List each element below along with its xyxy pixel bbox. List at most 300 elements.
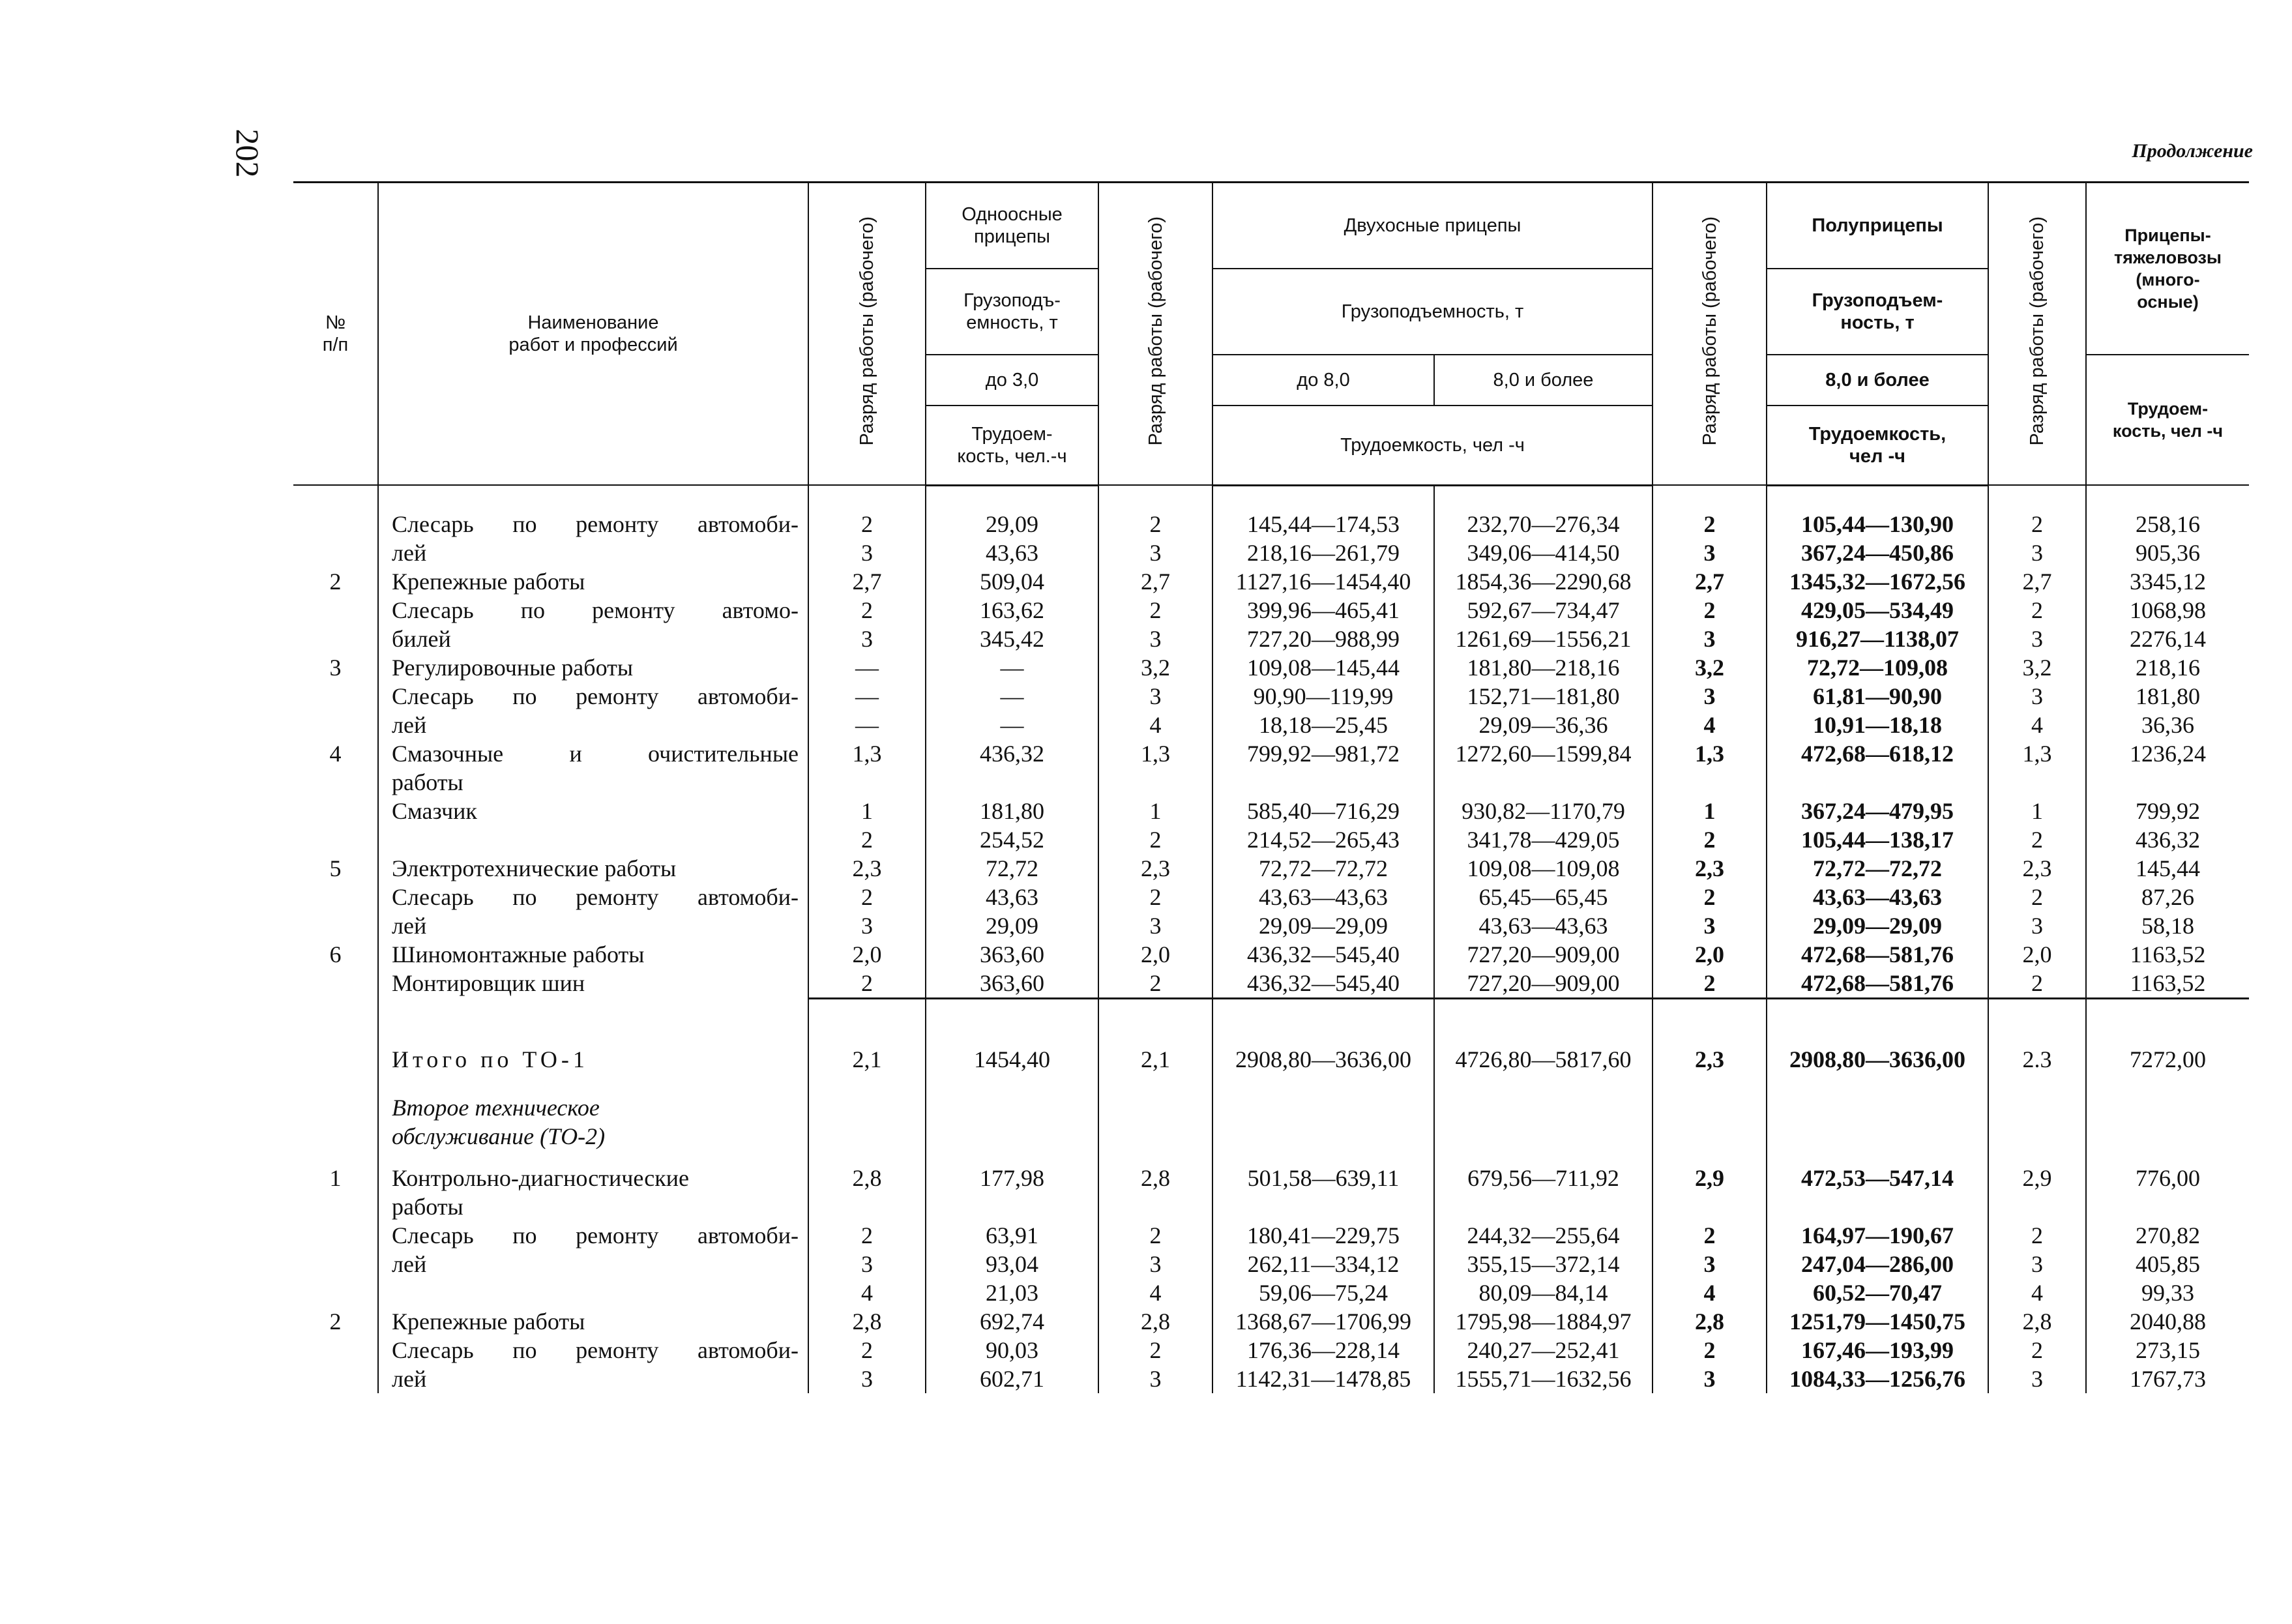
cell-r1: 3 [808, 911, 926, 940]
cell-v2: 180,41—229,75 [1212, 1221, 1434, 1250]
cell-r2: 2,3 [1098, 854, 1212, 883]
section-title [378, 1093, 808, 1151]
header-num [293, 183, 378, 486]
cell-v5: 1163,52 [2086, 969, 2249, 999]
cell-r2: 2,8 [1098, 1164, 1212, 1192]
cell-v1: 181,80 [926, 797, 1098, 825]
cell-r4: 2 [1988, 1336, 2086, 1365]
cell-name: Слесарь по ремонту автомоби- [378, 1221, 808, 1250]
cell-r1: — [808, 682, 926, 711]
header-name-text: Наименование работ и профессий [508, 312, 678, 355]
header-capacity-single-text: Грузоподъ- емность, т [963, 290, 1061, 333]
page-number: 202 [229, 128, 266, 178]
cell-r2: 3 [1098, 625, 1212, 653]
cell-v5 [2086, 768, 2249, 797]
cell-n [293, 1336, 378, 1365]
cell-v3 [1434, 1192, 1653, 1221]
total-single: 1454,40 [926, 1012, 1098, 1093]
cell-name: Электротехнические работы [378, 854, 808, 883]
cell-r1: 3 [808, 1250, 926, 1278]
header-capacity-semi [1767, 269, 1988, 355]
cell-v3: 1795,98—1884,97 [1434, 1307, 1653, 1336]
cell-v4: 72,72—72,72 [1767, 854, 1988, 883]
cell-v3: 65,45—65,45 [1434, 883, 1653, 911]
cell-r4: 2 [1988, 596, 2086, 625]
cell-v1: 72,72 [926, 854, 1098, 883]
total-row [293, 1012, 2249, 1093]
cell-v2: 1142,31—1478,85 [1212, 1365, 1434, 1393]
cell-n: 4 [293, 739, 378, 768]
table-body-total [293, 998, 2249, 1164]
table-row [293, 567, 2249, 596]
table-row [293, 682, 2249, 711]
cell-v4: 29,09—29,09 [1767, 911, 1988, 940]
header-rank-3 [1653, 183, 1767, 486]
table-row [293, 940, 2249, 969]
cell-v1: 63,91 [926, 1221, 1098, 1250]
header-labor-semi-text: Трудоемкость, чел -ч [1808, 423, 1947, 467]
cell-n [293, 539, 378, 567]
cell-v2: 799,92—981,72 [1212, 739, 1434, 768]
cell-r2: 2 [1098, 825, 1212, 854]
cell-name: лей [378, 1250, 808, 1278]
cell-r1: 4 [808, 1278, 926, 1307]
labor-table [293, 181, 2249, 1393]
table-row [293, 711, 2249, 739]
cell-n [293, 1221, 378, 1250]
header-over-8 [1434, 355, 1653, 406]
cell-n: 2 [293, 1307, 378, 1336]
header-capacity-double [1212, 269, 1653, 355]
section-row [293, 1093, 2249, 1151]
table-row [293, 854, 2249, 883]
cell-v4: 472,53—547,14 [1767, 1164, 1988, 1192]
cell-name: Слесарь по ремонту автомо- [378, 596, 808, 625]
cell-r4: 3 [1988, 539, 2086, 567]
cell-v4: 367,24—479,95 [1767, 797, 1988, 825]
total-heavy: 7272,00 [2086, 1012, 2249, 1093]
cell-r2: 3 [1098, 682, 1212, 711]
cell-v2 [1212, 768, 1434, 797]
cell-name: Слесарь по ремонту автомоби- [378, 883, 808, 911]
cell-v5: 36,36 [2086, 711, 2249, 739]
cell-name: билей [378, 625, 808, 653]
cell-v2: 436,32—545,40 [1212, 940, 1434, 969]
cell-r2: 2 [1098, 596, 1212, 625]
cell-name: Регулировочные работы [378, 653, 808, 682]
cell-v1: 43,63 [926, 883, 1098, 911]
cell-v3: 349,06—414,50 [1434, 539, 1653, 567]
header-rank-3-text: Разряд работы (рабочего) [1699, 216, 1720, 446]
table-row [293, 653, 2249, 682]
total-rank-4: 2.3 [1988, 1012, 2086, 1093]
table-body-to1 [293, 485, 2249, 998]
cell-r1: 2 [808, 1221, 926, 1250]
cell-r2: 1,3 [1098, 739, 1212, 768]
cell-r2: 2,0 [1098, 940, 1212, 969]
cell-v1: 90,03 [926, 1336, 1098, 1365]
cell-n [293, 1192, 378, 1221]
table-row [293, 1192, 2249, 1221]
header-labor-semi [1767, 406, 1988, 485]
header-heavy [2086, 183, 2249, 355]
header-over-8-text: 8,0 и более [1493, 370, 1594, 391]
cell-r1: 2,8 [808, 1164, 926, 1192]
cell-v5: 1767,73 [2086, 1365, 2249, 1393]
table-row [293, 739, 2249, 768]
cell-r3 [1653, 1192, 1767, 1221]
cell-v5: 905,36 [2086, 539, 2249, 567]
header-capacity-single [926, 269, 1098, 355]
header-rank-1-text: Разряд работы (рабочего) [857, 216, 877, 446]
cell-r2: 2,7 [1098, 567, 1212, 596]
cell-n: 2 [293, 567, 378, 596]
header-rank-1 [808, 183, 926, 486]
cell-r4: 2,0 [1988, 940, 2086, 969]
cell-v1: 29,09 [926, 510, 1098, 539]
cell-r4: 2 [1988, 510, 2086, 539]
table-row [293, 1365, 2249, 1393]
cell-v2: 727,20—988,99 [1212, 625, 1434, 653]
header-up-to-3-text: до 3,0 [985, 370, 1039, 391]
header-rank-2 [1098, 183, 1212, 486]
table-row [293, 768, 2249, 797]
cell-n [293, 625, 378, 653]
cell-v4: 1345,32—1672,56 [1767, 567, 1988, 596]
cell-v4: 429,05—534,49 [1767, 596, 1988, 625]
cell-r2: 1 [1098, 797, 1212, 825]
cell-r1: 2 [808, 969, 926, 999]
cell-v3: 679,56—711,92 [1434, 1164, 1653, 1192]
header-single-axle [926, 183, 1098, 269]
header-rank-2-text: Разряд работы (рабочего) [1145, 216, 1166, 446]
header-over-8-semi [1767, 355, 1988, 406]
cell-v1: 177,98 [926, 1164, 1098, 1192]
cell-n [293, 596, 378, 625]
cell-v2: 18,18—25,45 [1212, 711, 1434, 739]
cell-r4 [1988, 768, 2086, 797]
cell-v5: 181,80 [2086, 682, 2249, 711]
total-label: Итого по ТО-1 [378, 1012, 808, 1093]
cell-v5: 405,85 [2086, 1250, 2249, 1278]
cell-name: Смазчик [378, 797, 808, 825]
cell-v3: 1854,36—2290,68 [1434, 567, 1653, 596]
cell-r2: 4 [1098, 711, 1212, 739]
cell-name: Смазочные и очистительные [378, 739, 808, 768]
cell-v4: 60,52—70,47 [1767, 1278, 1988, 1307]
cell-r3: 2,9 [1653, 1164, 1767, 1192]
header-capacity-double-text: Грузоподъемность, т [1341, 301, 1524, 322]
cell-r2: 3,2 [1098, 653, 1212, 682]
cell-name: Слесарь по ремонту автомоби- [378, 1336, 808, 1365]
cell-n [293, 1365, 378, 1393]
cell-v5: 1236,24 [2086, 739, 2249, 768]
cell-v1: 363,60 [926, 940, 1098, 969]
cell-name: Шиномонтажные работы [378, 940, 808, 969]
table-row [293, 825, 2249, 854]
cell-n [293, 883, 378, 911]
cell-v5: 1163,52 [2086, 940, 2249, 969]
cell-r1: 2 [808, 1336, 926, 1365]
cell-v5: 270,82 [2086, 1221, 2249, 1250]
cell-r2: 2,8 [1098, 1307, 1212, 1336]
cell-r1: 2,8 [808, 1307, 926, 1336]
cell-r3: 2,3 [1653, 854, 1767, 883]
cell-v1: 436,32 [926, 739, 1098, 768]
total-semi: 2908,80—3636,00 [1767, 1012, 1988, 1093]
cell-r3: 3 [1653, 1365, 1767, 1393]
cell-r1: 3 [808, 625, 926, 653]
cell-name: Слесарь по ремонту автомоби- [378, 682, 808, 711]
cell-v1: 509,04 [926, 567, 1098, 596]
cell-r4: 2,9 [1988, 1164, 2086, 1192]
cell-v2: 218,16—261,79 [1212, 539, 1434, 567]
cell-r4: 2 [1988, 1221, 2086, 1250]
cell-r3: 2 [1653, 883, 1767, 911]
table-row [293, 1336, 2249, 1365]
cell-r1: 2 [808, 883, 926, 911]
table-row [293, 1221, 2249, 1250]
cell-n [293, 969, 378, 999]
cell-v4: 472,68—581,76 [1767, 940, 1988, 969]
cell-r2: 2 [1098, 510, 1212, 539]
cell-v3: 592,67—734,47 [1434, 596, 1653, 625]
cell-v4 [1767, 768, 1988, 797]
cell-name: работы [378, 768, 808, 797]
cell-v3: 232,70—276,34 [1434, 510, 1653, 539]
cell-n: 5 [293, 854, 378, 883]
cell-v5: 218,16 [2086, 653, 2249, 682]
cell-name [378, 825, 808, 854]
cell-r3: 3 [1653, 682, 1767, 711]
header-single-axle-text: Одноосные прицепы [962, 204, 1063, 247]
cell-v1: 692,74 [926, 1307, 1098, 1336]
cell-r3: 4 [1653, 711, 1767, 739]
cell-v5: 799,92 [2086, 797, 2249, 825]
cell-r2: 3 [1098, 539, 1212, 567]
table-header [293, 183, 2249, 486]
cell-v2: 214,52—265,43 [1212, 825, 1434, 854]
header-rank-4 [1988, 183, 2086, 486]
cell-v2: 585,40—716,29 [1212, 797, 1434, 825]
cell-r1: 2 [808, 596, 926, 625]
cell-v2: 436,32—545,40 [1212, 969, 1434, 999]
cell-v1: 43,63 [926, 539, 1098, 567]
cell-v1: 93,04 [926, 1250, 1098, 1278]
cell-v4: 1084,33—1256,76 [1767, 1365, 1988, 1393]
table-body-to2 [293, 1164, 2249, 1393]
cell-r3: 2,0 [1653, 940, 1767, 969]
cell-r3: 2 [1653, 596, 1767, 625]
cell-v4 [1767, 1192, 1988, 1221]
table-row [293, 1250, 2249, 1278]
cell-name: лей [378, 1365, 808, 1393]
total-num [293, 1012, 378, 1093]
cell-v1: — [926, 653, 1098, 682]
cell-r4: 2,3 [1988, 854, 2086, 883]
total-rank-1: 2,1 [808, 1012, 926, 1093]
cell-v5: 87,26 [2086, 883, 2249, 911]
cell-r2: 2 [1098, 1221, 1212, 1250]
header-semi [1767, 183, 1988, 269]
cell-r4: 3,2 [1988, 653, 2086, 682]
cell-name: лей [378, 711, 808, 739]
cell-r4: 1,3 [1988, 739, 2086, 768]
cell-v2: 43,63—43,63 [1212, 883, 1434, 911]
cell-v4: 247,04—286,00 [1767, 1250, 1988, 1278]
cell-name: Контрольно-диагностические [378, 1164, 808, 1192]
header-double-axle [1212, 183, 1653, 269]
total-rank-3: 2,3 [1653, 1012, 1767, 1093]
cell-v4: 472,68—618,12 [1767, 739, 1988, 768]
cell-v5: 1068,98 [2086, 596, 2249, 625]
cell-name: лей [378, 911, 808, 940]
header-labor-single [926, 406, 1098, 485]
cell-r3: 2 [1653, 969, 1767, 999]
cell-v2: 262,11—334,12 [1212, 1250, 1434, 1278]
cell-v4: 164,97—190,67 [1767, 1221, 1988, 1250]
table-row [293, 1307, 2249, 1336]
header-labor-double [1212, 406, 1653, 485]
cell-r4: 1 [1988, 797, 2086, 825]
cell-v3: 43,63—43,63 [1434, 911, 1653, 940]
cell-n [293, 825, 378, 854]
cell-r3: 2 [1653, 1221, 1767, 1250]
cell-v2: 29,09—29,09 [1212, 911, 1434, 940]
cell-v3: 240,27—252,41 [1434, 1336, 1653, 1365]
cell-n [293, 1250, 378, 1278]
cell-v2: 399,96—465,41 [1212, 596, 1434, 625]
cell-v5: 258,16 [2086, 510, 2249, 539]
cell-r1: — [808, 711, 926, 739]
cell-v1 [926, 768, 1098, 797]
cell-v5 [2086, 1192, 2249, 1221]
cell-n [293, 682, 378, 711]
cell-r4: 3 [1988, 625, 2086, 653]
header-up-to-3 [926, 355, 1098, 406]
cell-r4: 3 [1988, 911, 2086, 940]
cell-r2: 2 [1098, 1336, 1212, 1365]
cell-v4: 72,72—109,08 [1767, 653, 1988, 682]
cell-name: Слесарь по ремонту автомоби- [378, 510, 808, 539]
cell-v2: 1127,16—1454,40 [1212, 567, 1434, 596]
cell-r1: 3 [808, 539, 926, 567]
cell-n: 1 [293, 1164, 378, 1192]
cell-r4: 2 [1988, 969, 2086, 999]
cell-v4: 105,44—130,90 [1767, 510, 1988, 539]
header-num-text: № п/п [322, 312, 349, 355]
cell-name: Монтировщик шин [378, 969, 808, 999]
cell-v5: 145,44 [2086, 854, 2249, 883]
cell-r2: 2 [1098, 969, 1212, 999]
cell-r1: — [808, 653, 926, 682]
cell-r4: 2 [1988, 883, 2086, 911]
cell-n [293, 797, 378, 825]
cell-v5: 58,18 [2086, 911, 2249, 940]
cell-r2: 4 [1098, 1278, 1212, 1307]
cell-r3: 2,8 [1653, 1307, 1767, 1336]
header-up-to-8 [1212, 355, 1434, 406]
cell-v5: 2276,14 [2086, 625, 2249, 653]
cell-r1: 2,3 [808, 854, 926, 883]
cell-r2 [1098, 1192, 1212, 1221]
cell-r3: 4 [1653, 1278, 1767, 1307]
header-semi-text: Полуприцепы [1812, 215, 1943, 236]
total-double-upto8: 2908,80—3636,00 [1212, 1012, 1434, 1093]
cell-v2: 145,44—174,53 [1212, 510, 1434, 539]
cell-v3: 1261,69—1556,21 [1434, 625, 1653, 653]
cell-r2: 2 [1098, 883, 1212, 911]
cell-name: работы [378, 1192, 808, 1221]
cell-name [378, 1278, 808, 1307]
cell-v5: 436,32 [2086, 825, 2249, 854]
cell-r2: 3 [1098, 911, 1212, 940]
cell-n [293, 911, 378, 940]
header-labor-heavy [2086, 355, 2249, 485]
cell-r4: 2,7 [1988, 567, 2086, 596]
cell-r3: 3 [1653, 1250, 1767, 1278]
table-row [293, 510, 2249, 539]
cell-v5: 776,00 [2086, 1164, 2249, 1192]
cell-v4: 105,44—138,17 [1767, 825, 1988, 854]
cell-r1: 1,3 [808, 739, 926, 768]
header-rank-4-text: Разряд работы (рабочего) [2027, 216, 2048, 446]
cell-v1: — [926, 711, 1098, 739]
cell-v5: 99,33 [2086, 1278, 2249, 1307]
cell-r3: 2 [1653, 1336, 1767, 1365]
cell-r1: 3 [808, 1365, 926, 1393]
cell-v3: 244,32—255,64 [1434, 1221, 1653, 1250]
cell-v4: 1251,79—1450,75 [1767, 1307, 1988, 1336]
cell-r1: 2,7 [808, 567, 926, 596]
cell-v3: 727,20—909,00 [1434, 969, 1653, 999]
cell-v3: 181,80—218,16 [1434, 653, 1653, 682]
cell-v2: 109,08—145,44 [1212, 653, 1434, 682]
cell-v3: 80,09—84,14 [1434, 1278, 1653, 1307]
table-row [293, 797, 2249, 825]
cell-v2: 501,58—639,11 [1212, 1164, 1434, 1192]
header-labor-heavy-text: Трудоем- кость, чел -ч [2112, 399, 2224, 441]
header-capacity-semi-text: Грузоподъем- ность, т [1812, 290, 1943, 333]
cell-r1 [808, 1192, 926, 1221]
cell-n [293, 1278, 378, 1307]
table-row [293, 539, 2249, 567]
cell-v1: 602,71 [926, 1365, 1098, 1393]
table-row [293, 1164, 2249, 1192]
cell-v5: 2040,88 [2086, 1307, 2249, 1336]
cell-v1 [926, 1192, 1098, 1221]
cell-v3: 341,78—429,05 [1434, 825, 1653, 854]
cell-r3: 2,7 [1653, 567, 1767, 596]
cell-r3 [1653, 768, 1767, 797]
cell-n [293, 768, 378, 797]
cell-n: 6 [293, 940, 378, 969]
cell-r1: 2,0 [808, 940, 926, 969]
table-row [293, 596, 2249, 625]
cell-v3: 355,15—372,14 [1434, 1250, 1653, 1278]
header-name [378, 183, 808, 486]
cell-r3: 3 [1653, 539, 1767, 567]
cell-v4: 367,24—450,86 [1767, 539, 1988, 567]
cell-r2 [1098, 768, 1212, 797]
cell-v2: 1368,67—1706,99 [1212, 1307, 1434, 1336]
cell-v4: 916,27—1138,07 [1767, 625, 1988, 653]
table-row [293, 911, 2249, 940]
cell-r4: 3 [1988, 1365, 2086, 1393]
total-double-over8: 4726,80—5817,60 [1434, 1012, 1653, 1093]
table-row [293, 883, 2249, 911]
cell-n [293, 510, 378, 539]
